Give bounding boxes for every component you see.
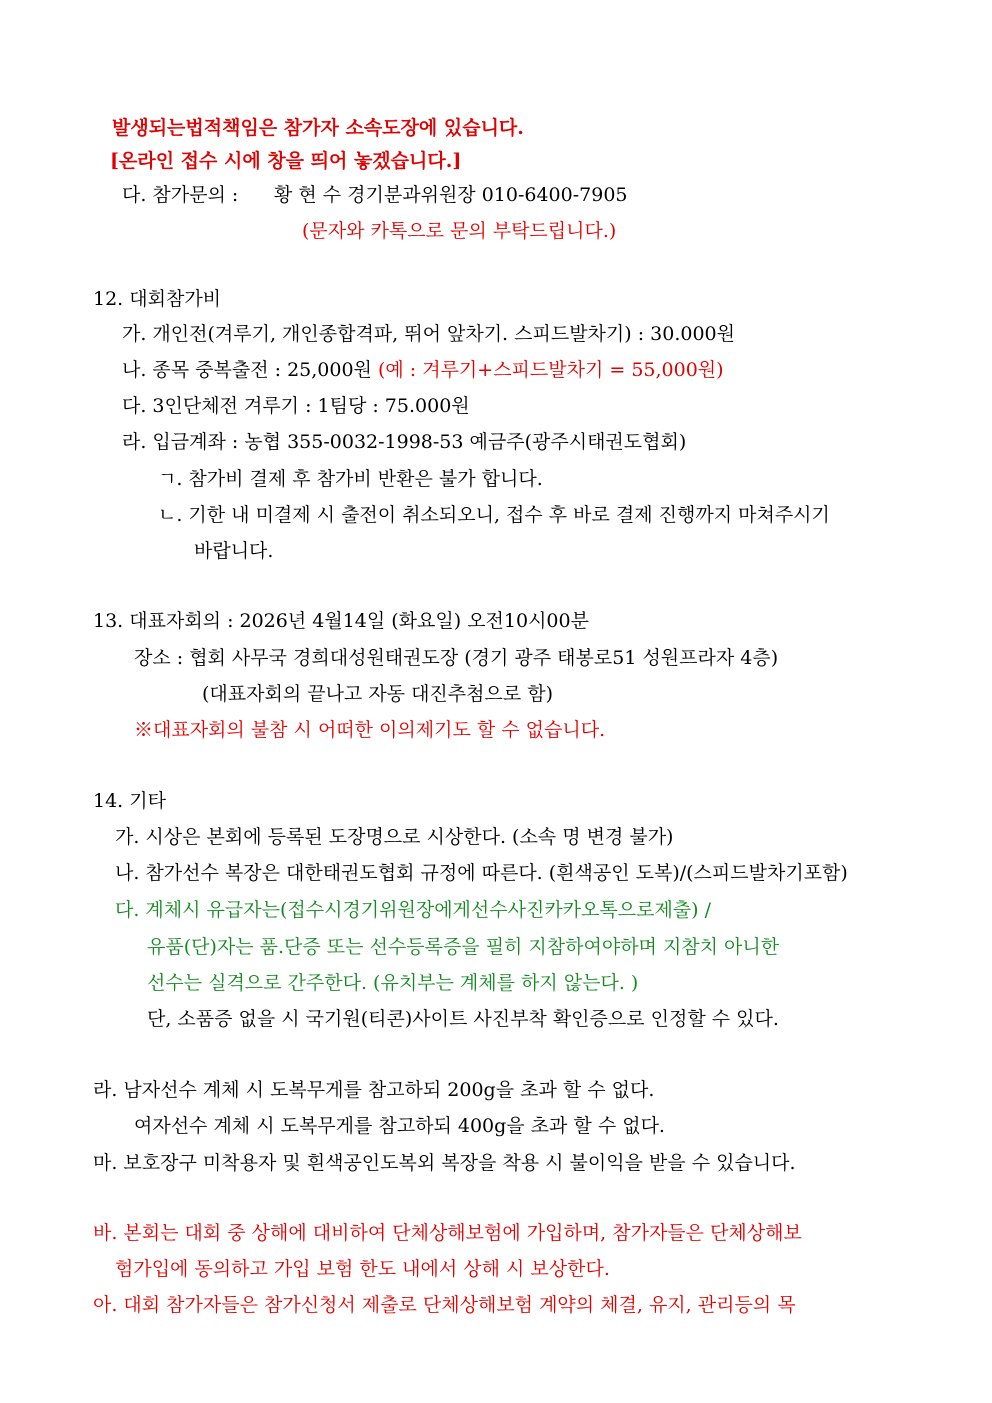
meeting-warning: ※대표자회의 불참 시 어떠한 이의제기도 할 수 없습니다. (134, 719, 606, 741)
awards-rule: 가. 시상은 본회에 등록된 도장명으로 시상한다. (소속 명 변경 불가) (115, 826, 674, 848)
insurance-rule-line2: 험가입에 동의하고 가입 보험 한도 내에서 상해 시 보상한다. (115, 1258, 610, 1280)
weigh-in-rule-line2: 유품(단)자는 품.단증 또는 선수등록증을 필히 지참하여야하며 지참치 아니한 (147, 936, 780, 958)
payment-deadline-line1: ㄴ. 기한 내 미결제 시 출전이 취소되오니, 접수 후 바로 결제 진행까지 마쳐주시기 (158, 504, 830, 526)
protective-gear-rule: 마. 보호장구 미착용자 및 흰색공인도복외 복장을 착용 시 불이익을 받을 수 있습니다. (93, 1152, 796, 1174)
fee-individual: 가. 개인전(겨루기, 개인종합격파, 뛰어 앞차기. 스피드발차기) : 30.000원 (122, 323, 735, 345)
uniform-weight-female: 여자선수 계체 시 도복무게를 참고하되 400g을 초과 할 수 없다. (134, 1115, 665, 1137)
refund-policy: ㄱ. 참가비 결제 후 참가비 반환은 불가 합니다. (158, 468, 543, 490)
uniform-rule: 나. 참가선수 복장은 대한태권도협회 규정에 따른다. (흰색공인 도복)/(스피드발차기포함) (115, 862, 848, 884)
legal-responsibility-notice: 발생되는법적책임은 참가자 소속도장에 있습니다. (112, 117, 524, 139)
inquiry-contact: 황 현 수 경기분과위원장 010-6400-7905 (274, 184, 628, 206)
payment-deadline-line2: 바랍니다. (194, 540, 274, 562)
fee-team: 다. 3인단체전 겨루기 : 1팀당 : 75.000원 (122, 395, 470, 417)
uniform-weight-male: 라. 남자선수 계체 시 도복무게를 참고하되 200g을 초과 할 수 없다. (93, 1079, 655, 1101)
meeting-note: (대표자회의 끝나고 자동 대진추첨으로 함) (202, 683, 554, 705)
section-14-heading: 14. 기타 (93, 790, 166, 812)
insurance-consent-line1: 아. 대회 참가자들은 참가신청서 제출로 단체상해보험 계약의 체결, 유지, 관리등의 목 (93, 1294, 796, 1316)
weigh-in-rule-line1: 다. 계체시 유급자는(접수시경기위원장에게선수사진카카오톡으로제출) / (115, 899, 712, 921)
section-12-heading: 12. 대회참가비 (93, 288, 222, 310)
online-registration-notice: [온라인 접수 시에 창을 띄어 놓겠습니다.] (110, 150, 462, 172)
weigh-in-rule-line4: 단, 소품증 없을 시 국기원(티콘)사이트 사진부착 확인증으로 인정할 수 있다. (147, 1008, 779, 1030)
meeting-place: 장소 : 협회 사무국 경희대성원태권도장 (경기 광주 태봉로51 성원프라자 4층) (134, 647, 779, 669)
weigh-in-rule-line3: 선수는 실격으로 간주한다. (유치부는 계체를 하지 않는다. ) (147, 972, 639, 994)
fee-duplicate-example: (예 : 겨루기+스피드발차기 = 55,000원) (377, 359, 724, 381)
section-13-heading: 13. 대표자회의 : 2026년 4월14일 (화요일) 오전10시00분 (93, 610, 589, 632)
fee-duplicate (122, 357, 724, 383)
insurance-rule-line1: 바. 본회는 대회 중 상해에 대비하여 단체상해보험에 가입하며, 참가자들은 단체상해보 (93, 1222, 802, 1244)
bank-account: 라. 입금계좌 : 농협 355-0032-1998-53 예금주(광주시태권도협회) (122, 431, 687, 453)
fee-duplicate-main: 나. 종목 중복출전 : 25,000원 (122, 359, 372, 381)
inquiry-label: 다. 참가문의 : (122, 184, 239, 206)
inquiry-note: (문자와 카톡으로 문의 부탁드립니다.) (302, 220, 617, 242)
